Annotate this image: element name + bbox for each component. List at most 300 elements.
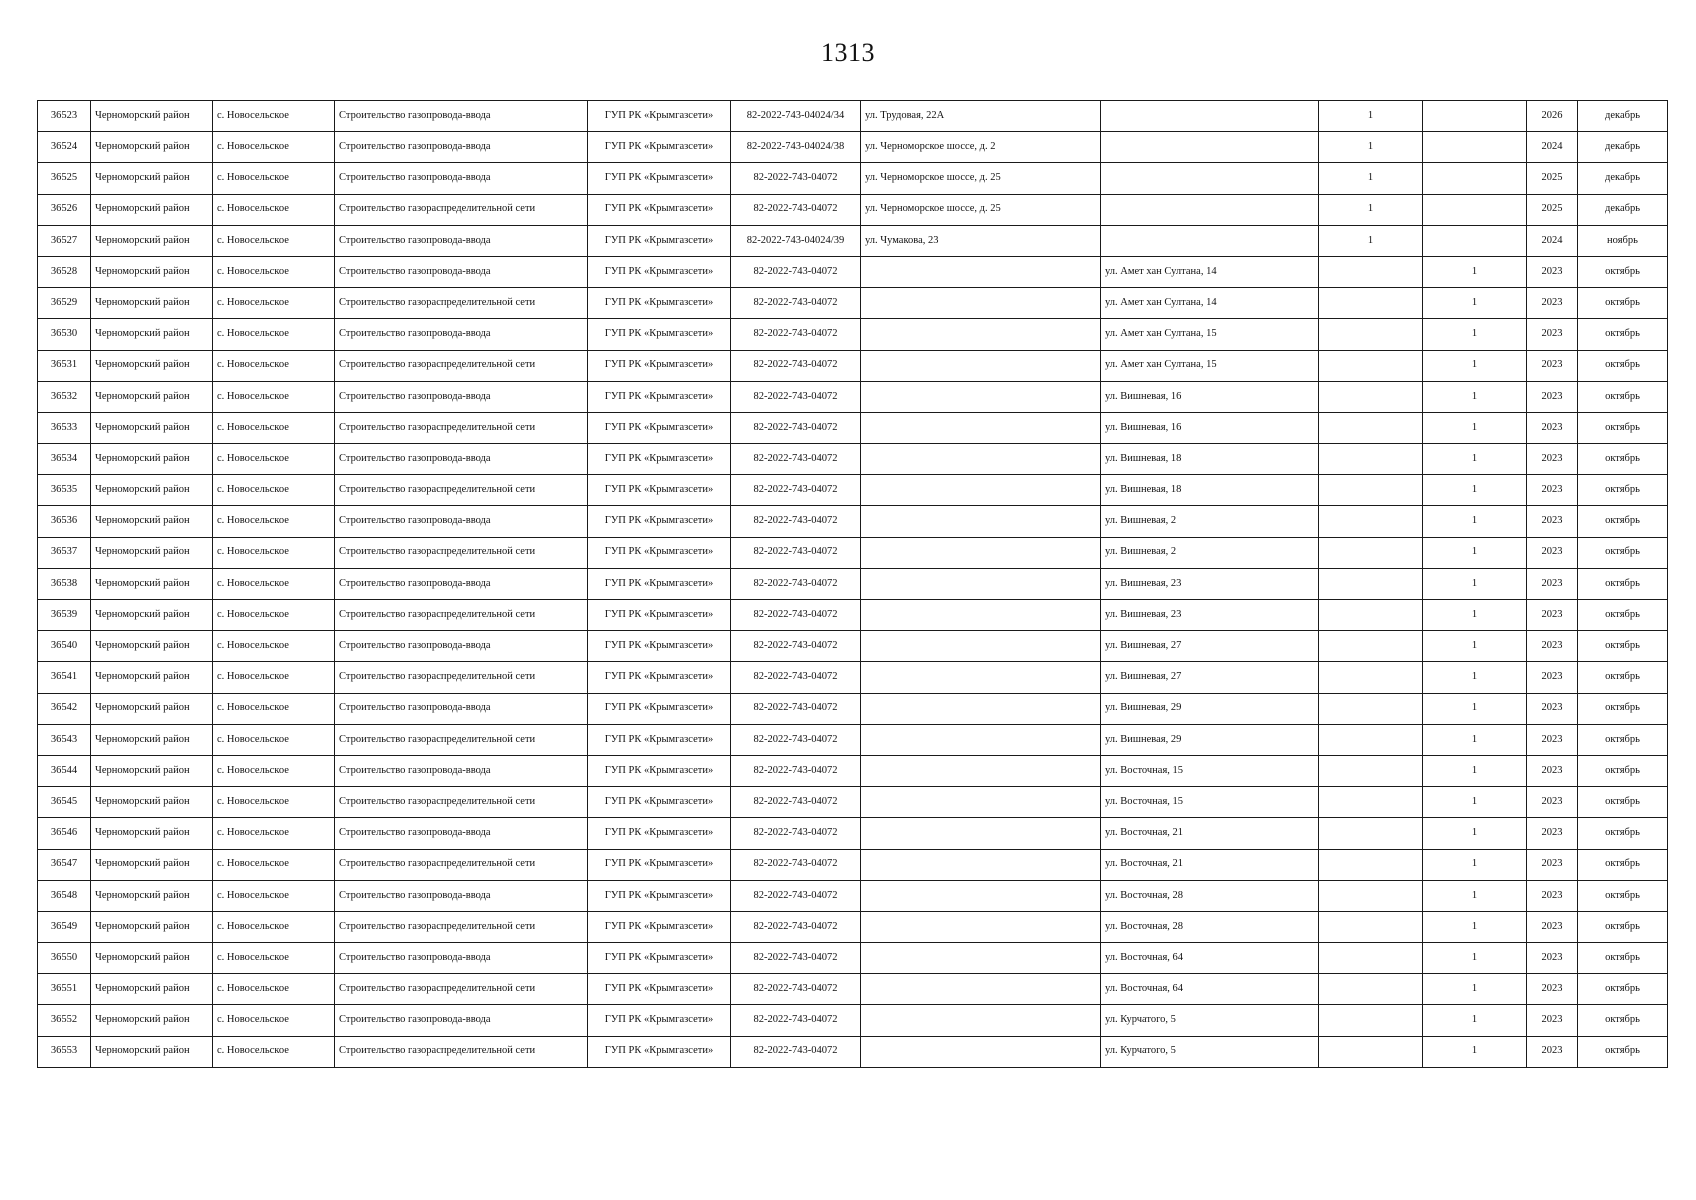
quantity-secondary-cell: 1: [1423, 568, 1527, 599]
district-cell: Черноморский район: [91, 693, 213, 724]
address-secondary-cell: ул. Курчатого, 5: [1101, 1005, 1319, 1036]
row-id-cell: 36535: [38, 475, 91, 506]
organization-cell: ГУП РК «Крымгазсети»: [588, 412, 731, 443]
address-primary-cell: [861, 1036, 1101, 1067]
year-cell: 2023: [1527, 412, 1578, 443]
organization-cell: ГУП РК «Крымгазсети»: [588, 568, 731, 599]
quantity-secondary-cell: 1: [1423, 381, 1527, 412]
address-primary-cell: [861, 911, 1101, 942]
organization-cell: ГУП РК «Крымгазсети»: [588, 506, 731, 537]
district-cell: Черноморский район: [91, 475, 213, 506]
quantity-primary-cell: [1319, 818, 1423, 849]
locality-cell: с. Новосельское: [213, 506, 335, 537]
year-cell: 2025: [1527, 163, 1578, 194]
row-id-cell: 36549: [38, 911, 91, 942]
month-cell: октябрь: [1578, 475, 1668, 506]
row-id-cell: 36541: [38, 662, 91, 693]
locality-cell: с. Новосельское: [213, 475, 335, 506]
quantity-primary-cell: [1319, 724, 1423, 755]
district-cell: Черноморский район: [91, 225, 213, 256]
address-secondary-cell: ул. Вишневая, 18: [1101, 444, 1319, 475]
quantity-primary-cell: [1319, 537, 1423, 568]
table-row: [38, 600, 1668, 631]
row-id-cell: 36543: [38, 724, 91, 755]
address-secondary-cell: ул. Курчатого, 5: [1101, 1036, 1319, 1067]
table-row: [38, 475, 1668, 506]
month-cell: октябрь: [1578, 662, 1668, 693]
quantity-primary-cell: [1319, 319, 1423, 350]
year-cell: 2023: [1527, 662, 1578, 693]
address-secondary-cell: ул. Вишневая, 23: [1101, 568, 1319, 599]
permit-number-cell: 82-2022-743-04024/38: [731, 132, 861, 163]
work-type-cell: Строительство газопровода-ввода: [335, 319, 588, 350]
table-row: [38, 1036, 1668, 1067]
district-cell: Черноморский район: [91, 755, 213, 786]
quantity-secondary-cell: 1: [1423, 412, 1527, 443]
table-row: [38, 631, 1668, 662]
locality-cell: с. Новосельское: [213, 631, 335, 662]
permit-number-cell: 82-2022-743-04072: [731, 444, 861, 475]
address-secondary-cell: [1101, 194, 1319, 225]
organization-cell: ГУП РК «Крымгазсети»: [588, 724, 731, 755]
table-row: [38, 662, 1668, 693]
year-cell: 2023: [1527, 568, 1578, 599]
address-secondary-cell: ул. Восточная, 28: [1101, 880, 1319, 911]
table-row: [38, 787, 1668, 818]
month-cell: октябрь: [1578, 350, 1668, 381]
permit-number-cell: 82-2022-743-04072: [731, 943, 861, 974]
table-row: [38, 849, 1668, 880]
locality-cell: с. Новосельское: [213, 974, 335, 1005]
quantity-primary-cell: [1319, 381, 1423, 412]
year-cell: 2023: [1527, 724, 1578, 755]
table-row: [38, 1005, 1668, 1036]
quantity-primary-cell: [1319, 568, 1423, 599]
table-row: [38, 194, 1668, 225]
work-type-cell: Строительство газопровода-ввода: [335, 631, 588, 662]
permit-number-cell: 82-2022-743-04072: [731, 537, 861, 568]
address-primary-cell: [861, 1005, 1101, 1036]
row-id-cell: 36546: [38, 818, 91, 849]
locality-cell: с. Новосельское: [213, 880, 335, 911]
work-type-cell: Строительство газопровода-ввода: [335, 444, 588, 475]
quantity-secondary-cell: 1: [1423, 943, 1527, 974]
month-cell: октябрь: [1578, 444, 1668, 475]
table-row: [38, 693, 1668, 724]
table-row: [38, 101, 1668, 132]
organization-cell: ГУП РК «Крымгазсети»: [588, 974, 731, 1005]
quantity-secondary-cell: [1423, 194, 1527, 225]
address-secondary-cell: ул. Восточная, 21: [1101, 849, 1319, 880]
organization-cell: ГУП РК «Крымгазсети»: [588, 163, 731, 194]
quantity-primary-cell: [1319, 350, 1423, 381]
year-cell: 2023: [1527, 506, 1578, 537]
quantity-primary-cell: [1319, 755, 1423, 786]
organization-cell: ГУП РК «Крымгазсети»: [588, 662, 731, 693]
year-cell: 2023: [1527, 818, 1578, 849]
locality-cell: с. Новосельское: [213, 256, 335, 287]
work-type-cell: Строительство газораспределительной сети: [335, 537, 588, 568]
locality-cell: с. Новосельское: [213, 1005, 335, 1036]
district-cell: Черноморский район: [91, 537, 213, 568]
month-cell: октябрь: [1578, 537, 1668, 568]
locality-cell: с. Новосельское: [213, 943, 335, 974]
row-id-cell: 36547: [38, 849, 91, 880]
organization-cell: ГУП РК «Крымгазсети»: [588, 537, 731, 568]
locality-cell: с. Новосельское: [213, 225, 335, 256]
work-type-cell: Строительство газораспределительной сети: [335, 974, 588, 1005]
table-row: [38, 288, 1668, 319]
work-type-cell: Строительство газопровода-ввода: [335, 163, 588, 194]
organization-cell: ГУП РК «Крымгазсети»: [588, 787, 731, 818]
address-secondary-cell: ул. Вишневая, 2: [1101, 506, 1319, 537]
year-cell: 2024: [1527, 132, 1578, 163]
work-type-cell: Строительство газопровода-ввода: [335, 101, 588, 132]
work-type-cell: Строительство газораспределительной сети: [335, 288, 588, 319]
address-primary-cell: [861, 849, 1101, 880]
address-primary-cell: [861, 475, 1101, 506]
table-row: [38, 132, 1668, 163]
address-primary-cell: [861, 537, 1101, 568]
quantity-secondary-cell: 1: [1423, 818, 1527, 849]
address-primary-cell: [861, 381, 1101, 412]
organization-cell: ГУП РК «Крымгазсети»: [588, 101, 731, 132]
work-type-cell: Строительство газораспределительной сети: [335, 412, 588, 443]
address-primary-cell: [861, 444, 1101, 475]
quantity-primary-cell: [1319, 662, 1423, 693]
permit-number-cell: 82-2022-743-04072: [731, 1036, 861, 1067]
quantity-primary-cell: 1: [1319, 194, 1423, 225]
quantity-primary-cell: [1319, 288, 1423, 319]
locality-cell: с. Новосельское: [213, 194, 335, 225]
organization-cell: ГУП РК «Крымгазсети»: [588, 631, 731, 662]
locality-cell: с. Новосельское: [213, 849, 335, 880]
quantity-primary-cell: [1319, 880, 1423, 911]
quantity-secondary-cell: 1: [1423, 256, 1527, 287]
locality-cell: с. Новосельское: [213, 537, 335, 568]
district-cell: Черноморский район: [91, 600, 213, 631]
quantity-primary-cell: [1319, 631, 1423, 662]
locality-cell: с. Новосельское: [213, 288, 335, 319]
address-primary-cell: [861, 974, 1101, 1005]
table-body: [38, 101, 1668, 1068]
table-row: [38, 444, 1668, 475]
quantity-secondary-cell: [1423, 101, 1527, 132]
quantity-primary-cell: [1319, 412, 1423, 443]
district-cell: Черноморский район: [91, 506, 213, 537]
address-primary-cell: ул. Трудовая, 22А: [861, 101, 1101, 132]
district-cell: Черноморский район: [91, 194, 213, 225]
month-cell: декабрь: [1578, 101, 1668, 132]
table-row: [38, 412, 1668, 443]
locality-cell: с. Новосельское: [213, 381, 335, 412]
quantity-secondary-cell: 1: [1423, 662, 1527, 693]
month-cell: октябрь: [1578, 568, 1668, 599]
permit-number-cell: 82-2022-743-04072: [731, 787, 861, 818]
address-secondary-cell: ул. Амет хан Султана, 15: [1101, 350, 1319, 381]
organization-cell: ГУП РК «Крымгазсети»: [588, 1005, 731, 1036]
table-row: [38, 319, 1668, 350]
address-secondary-cell: ул. Восточная, 28: [1101, 911, 1319, 942]
district-cell: Черноморский район: [91, 849, 213, 880]
month-cell: октябрь: [1578, 506, 1668, 537]
locality-cell: с. Новосельское: [213, 568, 335, 599]
address-primary-cell: [861, 600, 1101, 631]
permit-number-cell: 82-2022-743-04072: [731, 662, 861, 693]
year-cell: 2023: [1527, 256, 1578, 287]
year-cell: 2025: [1527, 194, 1578, 225]
row-id-cell: 36552: [38, 1005, 91, 1036]
district-cell: Черноморский район: [91, 943, 213, 974]
address-secondary-cell: ул. Вишневая, 23: [1101, 600, 1319, 631]
year-cell: 2023: [1527, 693, 1578, 724]
quantity-primary-cell: [1319, 974, 1423, 1005]
month-cell: ноябрь: [1578, 225, 1668, 256]
quantity-secondary-cell: 1: [1423, 288, 1527, 319]
work-type-cell: Строительство газораспределительной сети: [335, 600, 588, 631]
row-id-cell: 36538: [38, 568, 91, 599]
work-type-cell: Строительство газопровода-ввода: [335, 381, 588, 412]
address-primary-cell: [861, 412, 1101, 443]
row-id-cell: 36533: [38, 412, 91, 443]
permit-number-cell: 82-2022-743-04072: [731, 849, 861, 880]
permit-number-cell: 82-2022-743-04072: [731, 880, 861, 911]
work-type-cell: Строительство газопровода-ввода: [335, 943, 588, 974]
row-id-cell: 36526: [38, 194, 91, 225]
address-secondary-cell: ул. Вишневая, 27: [1101, 662, 1319, 693]
year-cell: 2024: [1527, 225, 1578, 256]
district-cell: Черноморский район: [91, 132, 213, 163]
quantity-secondary-cell: 1: [1423, 1005, 1527, 1036]
permit-number-cell: 82-2022-743-04072: [731, 506, 861, 537]
row-id-cell: 36550: [38, 943, 91, 974]
permit-number-cell: 82-2022-743-04072: [731, 724, 861, 755]
district-cell: Черноморский район: [91, 568, 213, 599]
year-cell: 2026: [1527, 101, 1578, 132]
row-id-cell: 36553: [38, 1036, 91, 1067]
district-cell: Черноморский район: [91, 724, 213, 755]
permit-number-cell: 82-2022-743-04072: [731, 475, 861, 506]
row-id-cell: 36548: [38, 880, 91, 911]
table-row: [38, 381, 1668, 412]
year-cell: 2023: [1527, 631, 1578, 662]
organization-cell: ГУП РК «Крымгазсети»: [588, 943, 731, 974]
quantity-secondary-cell: 1: [1423, 475, 1527, 506]
month-cell: октябрь: [1578, 381, 1668, 412]
month-cell: октябрь: [1578, 600, 1668, 631]
table-row: [38, 225, 1668, 256]
address-secondary-cell: ул. Вишневая, 18: [1101, 475, 1319, 506]
address-primary-cell: [861, 662, 1101, 693]
year-cell: 2023: [1527, 350, 1578, 381]
permit-number-cell: 82-2022-743-04072: [731, 693, 861, 724]
district-cell: Черноморский район: [91, 412, 213, 443]
organization-cell: ГУП РК «Крымгазсети»: [588, 818, 731, 849]
locality-cell: с. Новосельское: [213, 724, 335, 755]
permit-number-cell: 82-2022-743-04072: [731, 818, 861, 849]
organization-cell: ГУП РК «Крымгазсети»: [588, 381, 731, 412]
permit-number-cell: 82-2022-743-04072: [731, 412, 861, 443]
row-id-cell: 36545: [38, 787, 91, 818]
quantity-secondary-cell: 1: [1423, 911, 1527, 942]
month-cell: декабрь: [1578, 163, 1668, 194]
quantity-secondary-cell: [1423, 225, 1527, 256]
address-secondary-cell: ул. Вишневая, 29: [1101, 724, 1319, 755]
table-row: [38, 880, 1668, 911]
address-primary-cell: ул. Черноморское шоссе, д. 2: [861, 132, 1101, 163]
year-cell: 2023: [1527, 319, 1578, 350]
quantity-secondary-cell: 1: [1423, 631, 1527, 662]
table-row: [38, 256, 1668, 287]
organization-cell: ГУП РК «Крымгазсети»: [588, 755, 731, 786]
organization-cell: ГУП РК «Крымгазсети»: [588, 444, 731, 475]
row-id-cell: 36530: [38, 319, 91, 350]
year-cell: 2023: [1527, 974, 1578, 1005]
address-primary-cell: [861, 568, 1101, 599]
work-type-cell: Строительство газопровода-ввода: [335, 755, 588, 786]
month-cell: октябрь: [1578, 1005, 1668, 1036]
row-id-cell: 36525: [38, 163, 91, 194]
address-primary-cell: [861, 256, 1101, 287]
row-id-cell: 36537: [38, 537, 91, 568]
month-cell: октябрь: [1578, 818, 1668, 849]
address-secondary-cell: ул. Восточная, 64: [1101, 974, 1319, 1005]
organization-cell: ГУП РК «Крымгазсети»: [588, 319, 731, 350]
month-cell: октябрь: [1578, 693, 1668, 724]
locality-cell: с. Новосельское: [213, 163, 335, 194]
district-cell: Черноморский район: [91, 1036, 213, 1067]
organization-cell: ГУП РК «Крымгазсети»: [588, 256, 731, 287]
quantity-secondary-cell: 1: [1423, 693, 1527, 724]
row-id-cell: 36551: [38, 974, 91, 1005]
work-type-cell: Строительство газопровода-ввода: [335, 880, 588, 911]
permit-number-cell: 82-2022-743-04072: [731, 288, 861, 319]
quantity-primary-cell: [1319, 1036, 1423, 1067]
address-secondary-cell: ул. Амет хан Султана, 15: [1101, 319, 1319, 350]
quantity-secondary-cell: 1: [1423, 1036, 1527, 1067]
page-number: 1313: [821, 38, 875, 67]
work-type-cell: Строительство газораспределительной сети: [335, 194, 588, 225]
district-cell: Черноморский район: [91, 319, 213, 350]
month-cell: октябрь: [1578, 412, 1668, 443]
locality-cell: с. Новосельское: [213, 132, 335, 163]
organization-cell: ГУП РК «Крымгазсети»: [588, 880, 731, 911]
organization-cell: ГУП РК «Крымгазсети»: [588, 693, 731, 724]
table-row: [38, 818, 1668, 849]
organization-cell: ГУП РК «Крымгазсети»: [588, 1036, 731, 1067]
quantity-primary-cell: [1319, 506, 1423, 537]
quantity-secondary-cell: 1: [1423, 506, 1527, 537]
address-secondary-cell: ул. Вишневая, 29: [1101, 693, 1319, 724]
organization-cell: ГУП РК «Крымгазсети»: [588, 225, 731, 256]
quantity-primary-cell: [1319, 787, 1423, 818]
row-id-cell: 36536: [38, 506, 91, 537]
year-cell: 2023: [1527, 911, 1578, 942]
row-id-cell: 36532: [38, 381, 91, 412]
month-cell: октябрь: [1578, 943, 1668, 974]
row-id-cell: 36531: [38, 350, 91, 381]
address-secondary-cell: ул. Вишневая, 2: [1101, 537, 1319, 568]
month-cell: октябрь: [1578, 288, 1668, 319]
permit-number-cell: 82-2022-743-04072: [731, 600, 861, 631]
table-row: [38, 755, 1668, 786]
permit-number-cell: 82-2022-743-04072: [731, 568, 861, 599]
quantity-secondary-cell: 1: [1423, 444, 1527, 475]
row-id-cell: 36527: [38, 225, 91, 256]
quantity-primary-cell: [1319, 444, 1423, 475]
quantity-primary-cell: [1319, 600, 1423, 631]
work-type-cell: Строительство газораспределительной сети: [335, 662, 588, 693]
year-cell: 2023: [1527, 537, 1578, 568]
district-cell: Черноморский район: [91, 911, 213, 942]
permit-number-cell: 82-2022-743-04024/34: [731, 101, 861, 132]
locality-cell: с. Новосельское: [213, 911, 335, 942]
quantity-primary-cell: [1319, 256, 1423, 287]
quantity-secondary-cell: [1423, 132, 1527, 163]
table-row: [38, 350, 1668, 381]
district-cell: Черноморский район: [91, 444, 213, 475]
district-cell: Черноморский район: [91, 101, 213, 132]
work-type-cell: Строительство газопровода-ввода: [335, 1005, 588, 1036]
work-type-cell: Строительство газораспределительной сети: [335, 1036, 588, 1067]
year-cell: 2023: [1527, 943, 1578, 974]
quantity-secondary-cell: 1: [1423, 350, 1527, 381]
address-secondary-cell: [1101, 101, 1319, 132]
quantity-secondary-cell: 1: [1423, 849, 1527, 880]
year-cell: 2023: [1527, 1036, 1578, 1067]
row-id-cell: 36529: [38, 288, 91, 319]
address-primary-cell: [861, 755, 1101, 786]
address-secondary-cell: ул. Амет хан Султана, 14: [1101, 288, 1319, 319]
quantity-primary-cell: 1: [1319, 163, 1423, 194]
locality-cell: с. Новосельское: [213, 787, 335, 818]
address-secondary-cell: ул. Вишневая, 27: [1101, 631, 1319, 662]
address-primary-cell: [861, 506, 1101, 537]
district-cell: Черноморский район: [91, 256, 213, 287]
permit-number-cell: 82-2022-743-04072: [731, 974, 861, 1005]
quantity-secondary-cell: [1423, 163, 1527, 194]
quantity-primary-cell: [1319, 693, 1423, 724]
quantity-primary-cell: [1319, 849, 1423, 880]
month-cell: октябрь: [1578, 631, 1668, 662]
permit-number-cell: 82-2022-743-04072: [731, 381, 861, 412]
address-secondary-cell: [1101, 163, 1319, 194]
address-primary-cell: [861, 943, 1101, 974]
organization-cell: ГУП РК «Крымгазсети»: [588, 475, 731, 506]
organization-cell: ГУП РК «Крымгазсети»: [588, 911, 731, 942]
table-row: [38, 724, 1668, 755]
permit-number-cell: 82-2022-743-04072: [731, 163, 861, 194]
address-primary-cell: [861, 787, 1101, 818]
address-primary-cell: ул. Черноморское шоссе, д. 25: [861, 194, 1101, 225]
quantity-primary-cell: [1319, 1005, 1423, 1036]
work-type-cell: Строительство газопровода-ввода: [335, 818, 588, 849]
permit-number-cell: 82-2022-743-04072: [731, 755, 861, 786]
organization-cell: ГУП РК «Крымгазсети»: [588, 194, 731, 225]
organization-cell: ГУП РК «Крымгазсети»: [588, 600, 731, 631]
table-row: [38, 974, 1668, 1005]
locality-cell: с. Новосельское: [213, 662, 335, 693]
table-row: [38, 911, 1668, 942]
work-type-cell: Строительство газораспределительной сети: [335, 350, 588, 381]
row-id-cell: 36542: [38, 693, 91, 724]
organization-cell: ГУП РК «Крымгазсети»: [588, 132, 731, 163]
locality-cell: с. Новосельское: [213, 350, 335, 381]
work-type-cell: Строительство газораспределительной сети: [335, 724, 588, 755]
month-cell: октябрь: [1578, 319, 1668, 350]
locality-cell: с. Новосельское: [213, 818, 335, 849]
month-cell: октябрь: [1578, 256, 1668, 287]
